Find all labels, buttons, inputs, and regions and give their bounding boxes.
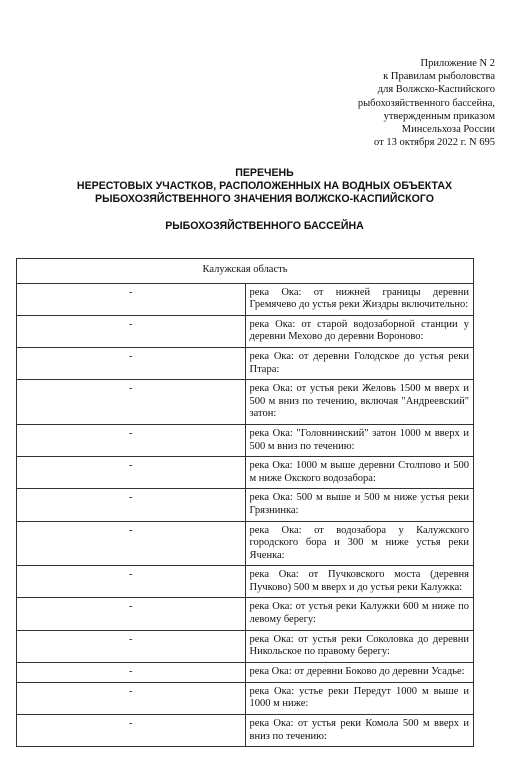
row-number: - [17,424,246,456]
row-number: - [17,715,246,747]
table-row [17,315,474,347]
row-number: - [17,662,246,682]
appendix-line: от 13 октября 2022 г. N 695 [374,137,495,149]
appendix-line: утвержденным приказом [383,110,495,122]
table-row [17,283,474,315]
row-number: - [17,489,246,521]
title-line-2: НЕРЕСТОВЫХ УЧАСТКОВ, РАСПОЛОЖЕННЫХ НА ВОДНЫХ ОБЪЕКТАХ [76,180,453,192]
row-text: река Ока: 1000 м выше деревни Столпово и 500 м ниже Окского водозабора: [245,457,474,489]
region-cell: Калужская область [17,259,474,284]
title-line-3: РЫБОХОЗЯЙСТВЕННОГО ЗНАЧЕНИЯ ВОЛЖСКО-КАСПИЙСКОГО [95,193,434,205]
title-line-4: РЫБОХОЗЯЙСТВЕННОГО БАССЕЙНА [165,220,364,232]
row-text: река Ока: от деревни Голодское до устья реки Птара: [245,347,474,379]
spawning-sites-table [16,258,474,747]
appendix-line: рыбохозяйственного бассейна, [357,97,495,109]
title-line-1: ПЕРЕЧЕНЬ [235,167,294,179]
appendix-line: к Правилам рыболовства [383,71,495,83]
table-row [17,521,474,566]
row-text: река Ока: от устья реки Желовь 1500 м вверх и 500 м вниз по течению, включая "Андреевский" затон: [245,380,474,425]
row-number: - [17,347,246,379]
region-row [17,259,474,284]
appendix-note [358,57,495,149]
row-number: - [17,457,246,489]
table-row [17,682,474,714]
table-row [17,715,474,747]
row-number: - [17,521,246,566]
row-text: река Ока: от устья реки Комола 500 м вверх и вниз по течению: [245,715,474,747]
row-number: - [17,566,246,598]
row-number: - [17,598,246,630]
table-row [17,489,474,521]
table-row [17,662,474,682]
table-row [17,347,474,379]
row-number: - [17,682,246,714]
appendix-line: Минсельхоза России [401,124,495,136]
appendix-line: Приложение N 2 [420,58,495,69]
document-title [0,167,529,233]
row-number: - [17,315,246,347]
row-text: река Ока: от Пучковского моста (деревня Пучково) 500 м вверх и до устья реки Калужка: [245,566,474,598]
row-text: река Ока: от деревни Боково до деревни Усадье: [245,662,474,682]
row-text: река Ока: от водозабора у Калужского городского бора и 300 м ниже устья реки Яченка: [245,521,474,566]
table-row [17,380,474,425]
row-text: река Ока: 500 м выше и 500 м ниже устья реки Грязнинка: [245,489,474,521]
table-row [17,566,474,598]
row-text: река Ока: от старой водозаборной станции у деревни Мехово до деревни Вороново: [245,315,474,347]
row-number: - [17,630,246,662]
table-row [17,457,474,489]
row-text: река Ока: от устья реки Соколовка до деревни Никольское по правому берегу: [245,630,474,662]
table-row [17,424,474,456]
row-text: река Ока: устье реки Передут 1000 м выше и 1000 м ниже: [245,682,474,714]
row-text: река Ока: от устья реки Калужки 600 м ниже по левому берегу: [245,598,474,630]
row-text: река Ока: от нижней границы деревни Гремячево до устья реки Жиздры включительно: [245,283,474,315]
row-number: - [17,283,246,315]
table-row [17,630,474,662]
row-number: - [17,380,246,425]
appendix-line: для Волжско-Каспийского [377,84,495,96]
table-row [17,598,474,630]
row-text: река Ока: "Головнинский" затон 1000 м вверх и 500 м вниз по течению: [245,424,474,456]
